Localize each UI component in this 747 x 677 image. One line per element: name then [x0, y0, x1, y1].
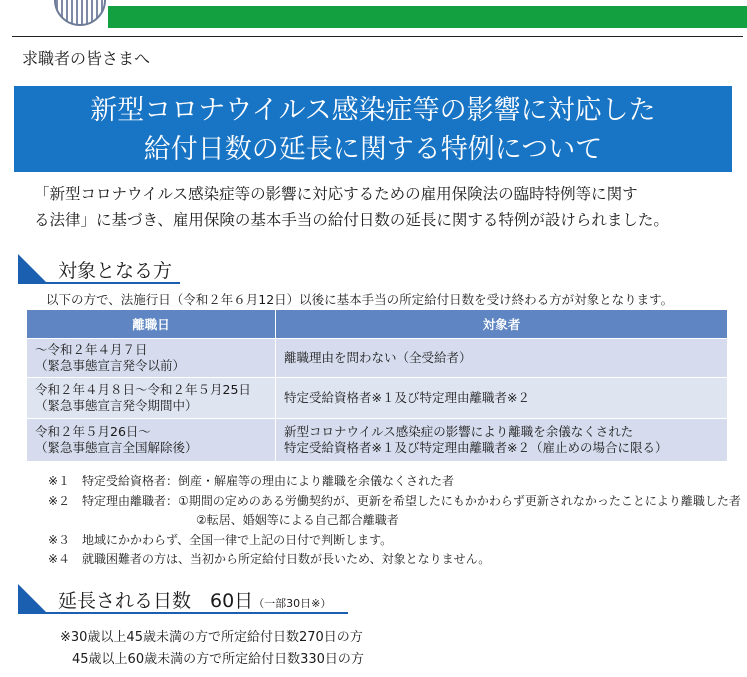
table-row — [27, 419, 728, 462]
notes-list — [48, 472, 741, 570]
intro-paragraph — [34, 181, 734, 233]
note-item: ②転居、婚姻等による自己都合離職者 — [196, 513, 399, 527]
target-cell: 特定受給資格者※１及び特定理由離職者※２ — [276, 378, 728, 419]
title-banner — [14, 86, 732, 172]
extension-days-note: （一部30日※） — [253, 597, 332, 610]
footnote — [60, 627, 364, 671]
column-header-date: 離職日 — [27, 310, 276, 339]
table-header-row — [27, 310, 728, 339]
audience-label: 求職者の皆さまへ — [22, 49, 151, 68]
target-cell: 新型コロナウイルス感染症の影響により離職を余儀なくされた 特定受給資格者※１及び特定理由離職者※２（雇止めの場合に限る） — [276, 419, 728, 462]
section-underline — [18, 282, 180, 284]
table-row — [27, 339, 728, 378]
header-green-bar — [108, 6, 747, 28]
table-row — [27, 378, 728, 419]
date-cell: ～令和２年４月７日 （緊急事態宣言発令以前） — [27, 339, 276, 378]
logo-icon — [54, 0, 106, 30]
note-item: ※１ 特定受給資格者：倒産・解雇等の理由により離職を余儀なくされた者 — [48, 474, 455, 488]
footnote-line-2: 45歳以上60歳未満の方で所定給付日数330日の方 — [72, 652, 364, 667]
extension-days: 延長される日数 60日 — [58, 590, 254, 612]
title-line-1: 新型コロナウイルス感染症等の影響に対応した — [90, 95, 656, 126]
section-triangle-icon — [18, 254, 46, 282]
note-item: ※２ 特定理由離職者：①期間の定めのある労働契約が、更新を希望したにもかかわらず更新されなかったことにより離職した者 — [48, 493, 741, 508]
note-item: ※４ 就職困難者の方は、当初から所定給付日数が長いため、対象となりません。 — [48, 552, 491, 566]
section-title — [58, 586, 331, 613]
section-triangle-icon — [18, 584, 46, 612]
date-cell: 令和２年４月８日～令和２年５月25日 （緊急事態宣言発令期間中） — [27, 378, 276, 419]
footnote-line-1: ※30歳以上45歳未満の方で所定給付日数270日の方 — [60, 630, 363, 645]
column-header-target: 対象者 — [276, 310, 728, 339]
eligibility-table — [26, 309, 728, 462]
intro-line-1: 「新型コロナウイルス感染症等の影響に対応するための雇用保険法の臨時特例等に関す — [34, 185, 638, 203]
target-cell: 離職理由を問わない（全受給者） — [276, 339, 728, 378]
lead-text: 以下の方で、法施行日（令和２年６月12日）以後に基本手当の所定給付日数を受け終わる方が対象となります。 — [46, 292, 674, 307]
date-cell: 令和２年５月26日～ （緊急事態宣言全国解除後） — [27, 419, 276, 462]
section-title: 対象となる方 — [58, 260, 173, 282]
intro-line-2: る法律」に基づき、雇用保険の基本手当の給付日数の延長に関する特例が設けられました。 — [34, 211, 669, 229]
divider — [12, 36, 743, 37]
title-line-2: 給付日数の延長に関する特例について — [143, 134, 603, 165]
section-underline — [18, 612, 348, 614]
note-item: ※３ 地域にかかわらず、全国一律で上記の日付で判断します。 — [48, 532, 393, 547]
